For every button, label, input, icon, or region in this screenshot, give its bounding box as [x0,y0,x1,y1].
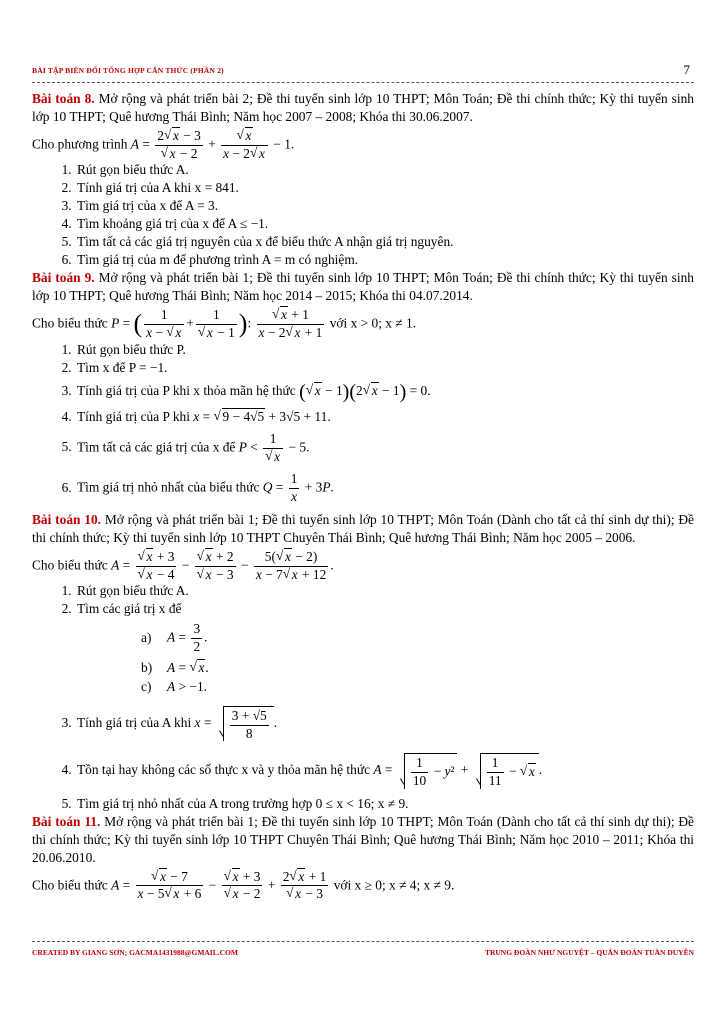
list-item: 4. Tính giá trị của P khi x = √ 9 − 4√5 + 3√5 + 11. [75,408,694,426]
problem-10-intro: Bài toán 10. Mở rộng và phát triển bài 1; Đề thi tuyển sinh lớp 10 THPT; Môn Toán (Dành cho tất cả thí sinh dự thi); Đề thi chính thức; Kỳ thi tuyển sinh lớp 10 THPT Chuyên Thái Bình; Quê hương Thái Bình; Năm học 2005 – 2006. [32,511,694,545]
problem-11-label: Bài toán 11. [32,813,101,829]
problem-10-sublist [77,622,694,695]
list-item: 4. Tồn tại hay không các số thực x và y thỏa mãn hệ thức A = $\frac{1}{10}$ − y² + $\frac{1}{11}$ − √ x . [75,753,694,788]
list-item: 6. Tìm giá trị của m để phương trình A = m có nghiệm. [75,251,694,269]
list-item: 5. Tìm tất cả các giá trị nguyên của x để biểu thức A nhận giá trị nguyên. [75,233,694,251]
problem-9-intro: Bài toán 9. Mở rộng và phát triển bài 1; Đề thi tuyển sinh lớp 10 THPT; Môn Toán; Đề thi chính thức; Kỳ thi tuyển sinh lớp 10 THPT; Quê hương Thái Bình; Năm học 2014 – 2015; Khóa thi 04.07.2014. [32,270,694,304]
list-item: c) A > −1. [141,678,208,694]
list-item: 1. Rút gọn biểu thức P. [75,341,694,359]
problem-10-label: Bài toán 10. [32,511,102,527]
list-item: 3. Tìm giá trị của x để A = 3. [75,197,694,215]
problem-10-statement: Cho biểu thức A = √ x + 3 √ x − 4 − √ x + 2 √ x − 3 − $\frac{5(√ x - 2)}{x - 7√ x + 12}$ . [32,550,694,582]
list-item: 2. Tìm x để P = −1. [75,359,694,377]
formula-fraction: 2√ x − 3 √ x − 2 [155,129,203,161]
header-divider [32,82,694,83]
list-item: a) A = $\frac{3}{2}$ . [141,621,208,655]
list-item: 5. Tìm tất cả các giá trị của x để P < 1 √ x − 5. [75,432,694,464]
footer-credit: CREATED BY GIANG SƠN; GACMA1431988@GMAIL.COM [32,948,238,957]
problem-11-intro: Bài toán 11. Mở rộng và phát triển bài 1; Đề thi tuyển sinh lớp 10 THPT; Môn Toán (Dành cho tất cả thí sinh dự thi); Đề thi chính thức; Kỳ thi tuyển sinh lớp 10 THPT Chuyên Thái Bình; Quê hương Thái Bình; Năm học 2010 – 2011; Khóa thi 20.06.2010. [32,813,694,865]
page-number: 7 [683,62,690,77]
document-page [32,0,694,1024]
problem-9-statement: Cho biểu thức P = ( $\frac{1}{x - √ x}$ + 1 √ x − 1 ): √ $\frac{x + 1}{x - 2√ x + 1}$ với x > 0; x ≠ 1. [32,308,694,340]
list-item: 3. Tính giá trị của A khi x = $\frac{3 + √5}{8}$ . [75,706,694,741]
list-item: b) A = √ x. [139,659,694,677]
list-item: 1. Rút gọn biểu thức A. [75,161,694,179]
problem-8-intro: Bài toán 8. Mở rộng và phát triển bài 2; Đề thi tuyển sinh lớp 10 THPT; Môn Toán; Đề thi chính thức; Kỳ thi tuyển sinh lớp 10 THPT; Quê hương Thái Bình; Năm học 2007 – 2008; Khóa thi 30.06.2007. [32,91,694,124]
list-item: 1. Rút gọn biểu thức A. [75,582,694,600]
footer-signature: TRUNG ĐOÀN NHƯ NGUYỆT – QUÂN ĐOÀN TUẦN DUYÊN [484,948,694,957]
list-item: 4. Tìm khoảng giá trị của x để A ≤ −1. [75,215,694,233]
problem-8-label: Bài toán 8. [32,91,95,106]
footer-divider [32,941,694,942]
list-item: 3. Tính giá trị của P khi x thỏa mãn hệ thức (√ x − 1)(2√ x − 1) = 0. [75,382,694,402]
problem-9-list [32,341,694,505]
list-item: 5. Tìm giá trị nhỏ nhất của A trong trường hợp 0 ≤ x < 16; x ≠ 9. [75,795,694,813]
problem-11-statement: Cho biểu thức A = √ $\frac{x - 7}{x - 5√ x + 6}$ − √ x + 3 √ x − 2 + 2√ x + 1 √ x − 3 với x ≥ 0; x ≠ 4; x ≠ 9. [32,870,694,902]
list-item: 2. Tính giá trị của A khi x = 841. [75,179,694,197]
list-item: 6. Tìm giá trị nhỏ nhất của biểu thức Q = $\frac{1}{x}$ + 3P. [75,472,694,504]
problem-8-list [32,161,694,269]
header-title: BÀI TẬP BIẾN ĐỔI TỔNG HỢP CĂN THỨC (PHẦN 2) [32,66,224,75]
problem-9-label: Bài toán 9. [32,270,95,286]
problem-8-statement: Cho phương trình A = 2√ x − 3 √ x − 2 + √ $\frac{x}{x - 2√ x}$ − 1. [32,129,694,161]
list-item: 2. Tìm các giá trị x để a) A = $\frac{3}{2}$ . b) A = √ x. c) A > −1. [75,600,694,695]
formula-fraction: √ $\frac{x}{x - 2√ x}$ [221,129,268,161]
page-footer [32,941,694,957]
page-header [32,62,694,80]
problem-10-list [32,582,694,812]
page-content [32,90,694,902]
